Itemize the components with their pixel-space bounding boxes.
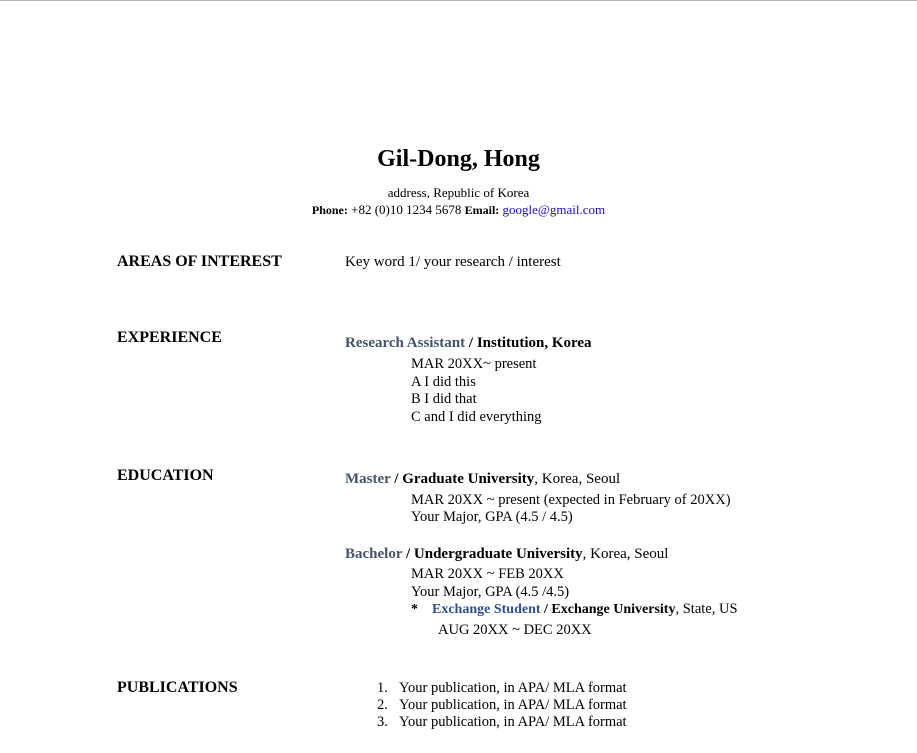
- exchange-sep: /: [540, 602, 552, 617]
- address-line: address, Republic of Korea: [387, 185, 530, 200]
- interest-text: Key word 1/ your research / interest: [345, 254, 561, 270]
- publication-number: 1.: [377, 680, 388, 696]
- exchange-bullet: *: [411, 602, 418, 617]
- master-date: MAR 20XX ~ present (expected in February of 20XX): [411, 492, 731, 508]
- exchange-role: Exchange Student: [432, 602, 541, 617]
- exchange-location: , State, US: [675, 601, 738, 617]
- education-heading: EDUCATION: [117, 467, 214, 484]
- publication-item: Your publication, in APA/ MLA format: [399, 680, 627, 696]
- publications-heading: PUBLICATIONS: [117, 679, 238, 696]
- exchange-school: Exchange University: [551, 602, 676, 617]
- bachelor-sep: /: [402, 546, 414, 562]
- master-school: Graduate University: [402, 471, 535, 487]
- resume-name: Gil-Dong, Hong: [377, 146, 540, 172]
- interest-heading: AREAS OF INTEREST: [117, 253, 282, 270]
- experience-sep: /: [465, 335, 477, 351]
- master-sep: /: [390, 471, 403, 487]
- experience-heading: EXPERIENCE: [117, 329, 222, 346]
- master-title-line: [345, 471, 620, 488]
- exchange-date: AUG 20XX ~ DEC 20XX: [438, 622, 592, 638]
- publication-item: Your publication, in APA/ MLA format: [399, 697, 627, 713]
- bachelor-gpa: Your Major, GPA (4.5 /4.5): [411, 584, 570, 600]
- experience-line: C and I did everything: [411, 409, 542, 425]
- bachelor-degree: Bachelor: [345, 546, 403, 562]
- master-location: , Korea, Seoul: [534, 471, 621, 487]
- exchange-title-line: [432, 601, 738, 618]
- bachelor-date: MAR 20XX ~ FEB 20XX: [411, 566, 564, 582]
- master-gpa: Your Major, GPA (4.5 / 4.5): [411, 509, 573, 525]
- bachelor-school: Undergraduate University: [413, 546, 583, 562]
- bachelor-title-line: [345, 546, 668, 563]
- experience-line: B I did that: [411, 391, 477, 407]
- experience-date: MAR 20XX~ present: [411, 356, 537, 372]
- bachelor-location: , Korea, Seoul: [582, 546, 669, 562]
- phone-number: +82 (0)10 1234 5678: [351, 202, 462, 217]
- experience-title-line: [345, 335, 592, 352]
- contact-line: [0, 202, 917, 218]
- phone-label: Phone:: [311, 203, 348, 217]
- publication-number: 2.: [377, 697, 388, 713]
- experience-role: Research Assistant: [345, 335, 466, 351]
- master-degree: Master: [345, 471, 391, 487]
- email-link[interactable]: google@gmail.com: [502, 202, 606, 217]
- email-label: Email:: [464, 203, 500, 217]
- experience-line: A I did this: [411, 374, 476, 390]
- publication-item: Your publication, in APA/ MLA format: [399, 714, 627, 730]
- experience-institution: Institution, Korea: [476, 335, 592, 351]
- publication-number: 3.: [377, 714, 388, 730]
